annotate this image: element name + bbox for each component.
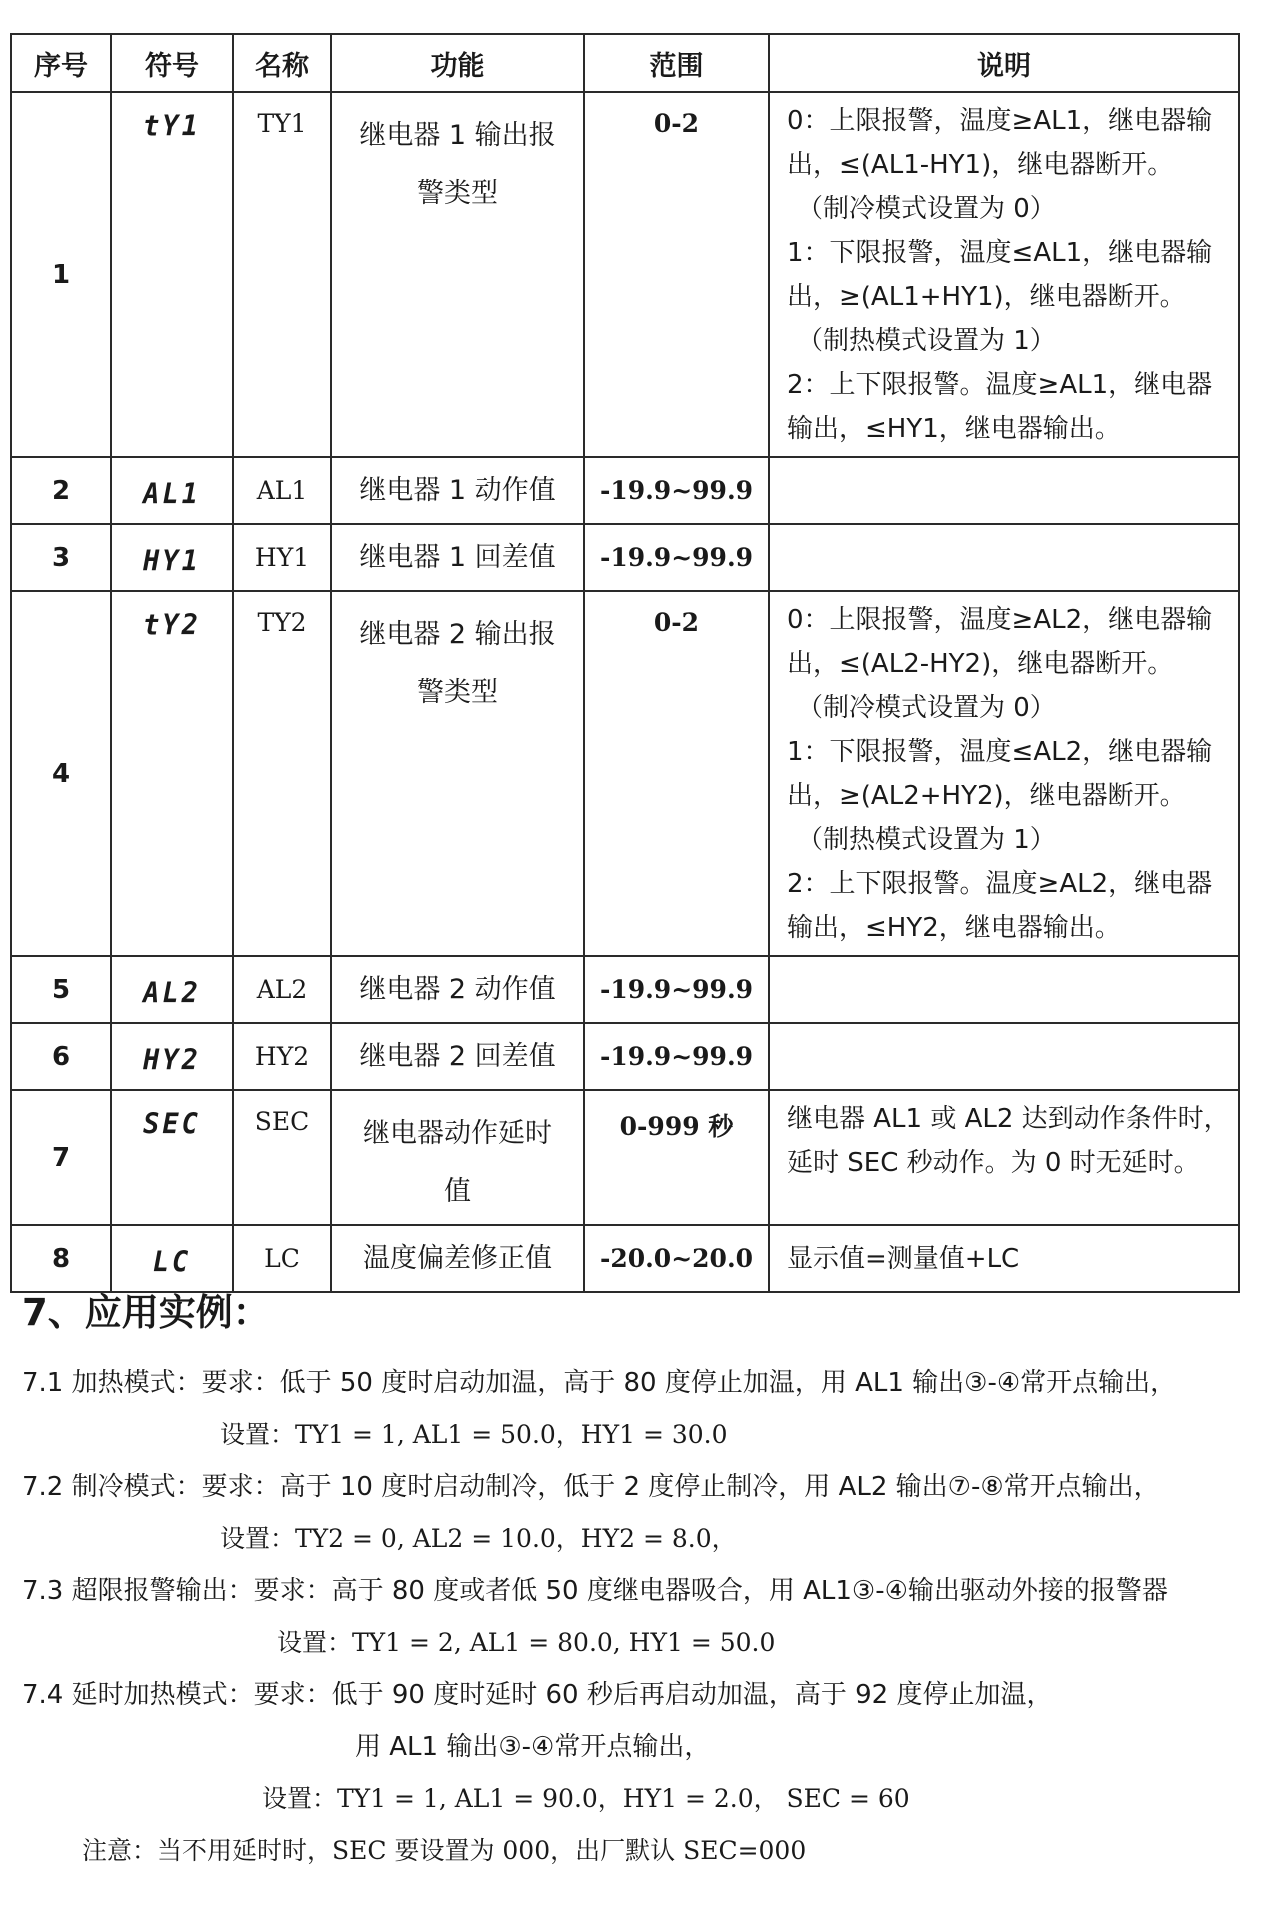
led-symbol: tY1	[143, 110, 201, 143]
section-title: 7、应用实例：	[22, 1291, 270, 1334]
description-line: （制冷模式设置为 0）	[797, 194, 1056, 224]
table-row	[11, 92, 1239, 457]
header-function: 功能	[331, 34, 584, 92]
param-description	[769, 92, 1239, 457]
led-symbol: AL2	[143, 977, 201, 1010]
param-range: -19.9~99.9	[584, 1023, 769, 1090]
description-line: 输出，≤HY2，继电器输出。	[787, 913, 1121, 943]
row-index: 6	[11, 1023, 111, 1090]
description-line: 0：上限报警，温度≥AL1，继电器输	[787, 106, 1213, 136]
description-line: 延时 SEC 秒动作。为 0 时无延时。	[787, 1148, 1200, 1178]
example-heating: 7.1 加热模式：要求：低于 50 度时启动加温，高于 80 度停止加温，用 AL1 输出③-④常开点输出，	[22, 1368, 1177, 1398]
param-description	[769, 956, 1239, 1023]
param-name: LC	[233, 1225, 331, 1292]
parameter-table	[10, 33, 1240, 1293]
param-description	[769, 591, 1239, 956]
param-range: 0-2	[584, 591, 769, 956]
header-range: 范围	[584, 34, 769, 92]
example-over-limit-setting: 设置：TY1 = 2, AL1 = 80.0, HY1 = 50.0	[277, 1628, 776, 1657]
param-function: 继电器 2 输出报警类型	[331, 591, 584, 956]
param-range: -19.9~99.9	[584, 457, 769, 524]
table-row	[11, 1023, 1239, 1090]
table-row	[11, 591, 1239, 956]
param-function: 继电器 2 动作值	[331, 956, 584, 1023]
description-line: 出，≤(AL1-HY1)，继电器断开。	[787, 150, 1174, 180]
param-range: 0-999 秒	[584, 1090, 769, 1225]
row-index: 3	[11, 524, 111, 591]
param-name: SEC	[233, 1090, 331, 1225]
led-symbol: HY2	[143, 1044, 201, 1077]
param-name: AL1	[233, 457, 331, 524]
example-delayed-heating: 7.4 延时加热模式：要求：低于 90 度时延时 60 秒后再启动加温，高于 92 度停止加温，	[22, 1680, 1053, 1710]
header-description: 说明	[769, 34, 1239, 92]
param-name: TY2	[233, 591, 331, 956]
description-line: 0：上限报警，温度≥AL2，继电器输	[787, 605, 1213, 635]
param-function: 继电器 1 输出报警类型	[331, 92, 584, 457]
param-range: -19.9~99.9	[584, 956, 769, 1023]
example-over-limit-alarm: 7.3 超限报警输出：要求：高于 80 度或者低 50 度继电器吸合，用 AL1③-④输出驱动外接的报警器	[22, 1576, 1168, 1606]
table-row	[11, 1225, 1239, 1292]
param-name: TY1	[233, 92, 331, 457]
description-line: 输出，≤HY1，继电器输出。	[787, 414, 1121, 444]
note: 注意：当不用延时时，SEC 要设置为 000，出厂默认 SEC=000	[82, 1836, 807, 1865]
row-index: 1	[11, 92, 111, 457]
row-index: 4	[11, 591, 111, 956]
example-cooling: 7.2 制冷模式：要求：高于 10 度时启动制冷，低于 2 度停止制冷，用 AL2 输出⑦-⑧常开点输出，	[22, 1472, 1160, 1502]
header-name: 名称	[233, 34, 331, 92]
param-name: AL2	[233, 956, 331, 1023]
param-name: HY1	[233, 524, 331, 591]
row-index: 2	[11, 457, 111, 524]
param-function: 继电器 1 回差值	[331, 524, 584, 591]
description-line: 继电器 AL1 或 AL2 达到动作条件时，	[787, 1104, 1230, 1134]
param-description	[769, 457, 1239, 524]
led-symbol: SEC	[143, 1108, 201, 1141]
row-index: 8	[11, 1225, 111, 1292]
param-description	[769, 1023, 1239, 1090]
example-heating-setting: 设置：TY1 = 1, AL1 = 50.0，HY1 = 30.0	[220, 1420, 728, 1449]
table-row	[11, 1090, 1239, 1225]
param-range: -19.9~99.9	[584, 524, 769, 591]
description-line: 显示值=测量值+LC	[787, 1243, 1020, 1274]
led-symbol: AL1	[143, 478, 201, 511]
param-name: HY2	[233, 1023, 331, 1090]
description-line: （制冷模式设置为 0）	[797, 693, 1056, 723]
led-symbol: LC	[152, 1246, 192, 1279]
application-examples	[22, 1283, 1242, 1877]
led-symbol: tY2	[143, 609, 201, 642]
table-row	[11, 956, 1239, 1023]
led-symbol: HY1	[143, 545, 201, 578]
row-index: 7	[11, 1090, 111, 1225]
table-row	[11, 524, 1239, 591]
description-line: 2：上下限报警。温度≥AL2，继电器	[787, 869, 1213, 899]
param-function: 继电器动作延时值	[331, 1090, 584, 1225]
param-function: 继电器 1 动作值	[331, 457, 584, 524]
param-function: 继电器 2 回差值	[331, 1023, 584, 1090]
table-header-row	[11, 34, 1239, 92]
example-cooling-setting: 设置：TY2 = 0, AL2 = 10.0，HY2 = 8.0，	[220, 1524, 737, 1553]
param-range: -20.0~20.0	[584, 1225, 769, 1292]
param-description	[769, 524, 1239, 591]
description-line: 2：上下限报警。温度≥AL1，继电器	[787, 370, 1213, 400]
header-symbol: 符号	[111, 34, 233, 92]
param-description	[769, 1225, 1239, 1292]
description-line: 出，≤(AL2-HY2)，继电器断开。	[787, 649, 1174, 679]
param-range: 0-2	[584, 92, 769, 457]
example-delayed-heating-setting: 设置：TY1 = 1, AL1 = 90.0，HY1 = 2.0， SEC = 60	[262, 1784, 910, 1813]
description-line: 1：下限报警，温度≤AL1，继电器输	[787, 238, 1213, 268]
row-index: 5	[11, 956, 111, 1023]
example-delayed-heating-output: 用 AL1 输出③-④常开点输出，	[355, 1732, 711, 1762]
description-line: 出，≥(AL2+HY2)，继电器断开。	[787, 781, 1186, 811]
description-line: （制热模式设置为 1）	[797, 326, 1056, 356]
param-description	[769, 1090, 1239, 1225]
description-line: 1：下限报警，温度≤AL2，继电器输	[787, 737, 1213, 767]
header-index: 序号	[11, 34, 111, 92]
description-line: 出，≥(AL1+HY1)，继电器断开。	[787, 282, 1186, 312]
param-function: 温度偏差修正值	[331, 1225, 584, 1292]
table-row	[11, 457, 1239, 524]
description-line: （制热模式设置为 1）	[797, 825, 1056, 855]
